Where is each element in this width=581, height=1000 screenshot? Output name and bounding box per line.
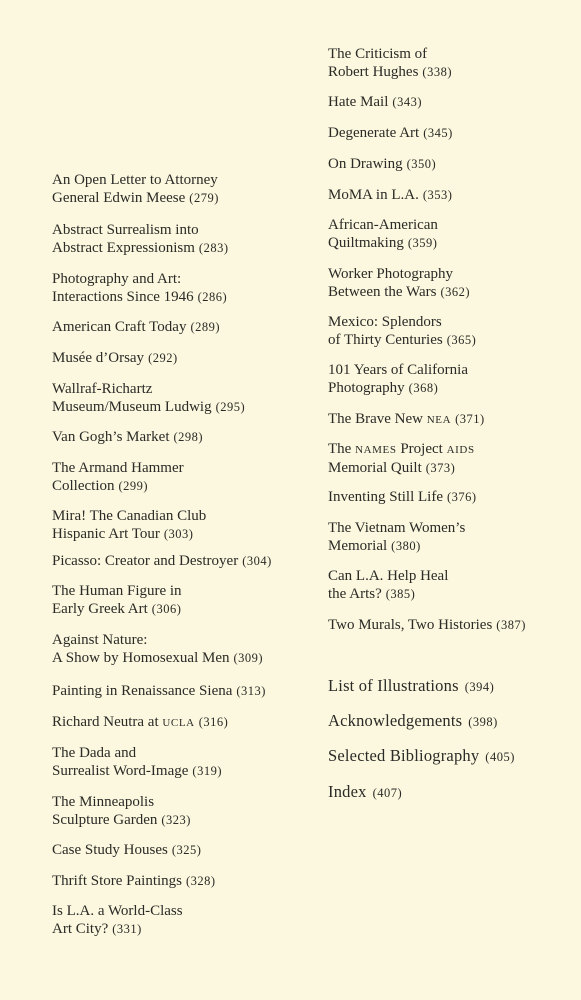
toc-entry-title-line: Between the Wars (362): [328, 283, 471, 300]
back-matter-title: Acknowledgements: [328, 711, 463, 730]
toc-entry: [52, 222, 228, 257]
toc-entry-title-line: Hispanic Art Tour (303): [52, 525, 194, 542]
toc-entry: [328, 568, 448, 603]
page-number: (353): [422, 188, 453, 202]
toc-entry: [52, 842, 201, 860]
toc-entry: [52, 429, 203, 447]
page-number: (325): [171, 843, 202, 857]
page-number: (371): [455, 412, 485, 426]
toc-entry-title-line: Degenerate Art (345): [328, 125, 453, 141]
toc-entry: [52, 553, 272, 571]
toc-entry-title-line: General Edwin Meese (279): [52, 189, 219, 206]
toc-entry-title-line: A Show by Homosexual Men (309): [52, 649, 264, 666]
toc-entry-title-line: Mira! The Canadian Club: [52, 508, 207, 524]
page-number: (295): [215, 399, 246, 414]
toc-entry: [52, 873, 216, 891]
toc-entry: [328, 266, 470, 301]
toc-entry: [52, 583, 182, 618]
toc-entry-title-line: Interactions Since 1946 (286): [52, 288, 228, 305]
toc-entry: [52, 714, 228, 733]
toc-entry-title-line: The Minneapolis: [52, 794, 155, 810]
toc-entry-title-line: Memorial (380): [328, 537, 421, 554]
toc-entry: [52, 271, 227, 306]
page-number: (394): [464, 680, 495, 694]
toc-entry-title-line: Inventing Still Life (376): [328, 489, 477, 505]
toc-entry: [52, 350, 178, 368]
toc-entry-title-line: Photography and Art:: [52, 271, 182, 287]
toc-entry: [328, 314, 476, 349]
toc-entry-title-line: Van Gogh’s Market (298): [52, 429, 204, 445]
page-number: (365): [446, 332, 477, 347]
page-number: (286): [197, 289, 228, 304]
page-number: (299): [118, 478, 149, 493]
page-number: (328): [186, 874, 216, 888]
page-number: (283): [198, 240, 229, 255]
toc-entry-title-line: Can L.A. Help Heal: [328, 568, 449, 584]
page-number: (319): [192, 763, 222, 778]
toc-entry: [328, 520, 465, 555]
toc-entry-title-line: Art City? (331): [52, 920, 142, 937]
toc-entry: [52, 683, 266, 701]
toc-entry-title-line: Photography (368): [328, 379, 439, 396]
toc-entry-title-line: Two Murals, Two Histories (387): [328, 617, 526, 633]
back-matter-title: Selected Bibliography: [328, 746, 480, 765]
page-number: (279): [189, 190, 219, 205]
page-number: (387): [496, 618, 526, 632]
toc-entry-title-line: Surrealist Word-Image (319): [52, 762, 222, 779]
toc-entry-title-line: of Thirty Centuries (365): [328, 331, 477, 348]
toc-entry-title-line: Early Greek Art (306): [52, 600, 182, 617]
toc-entry: [328, 441, 475, 477]
toc-entry-title-line: Case Study Houses (325): [52, 842, 202, 858]
page-number: (306): [151, 601, 182, 616]
page-number: (373): [425, 460, 456, 475]
toc-entry-title-line: Painting in Renaissance Siena (313): [52, 683, 266, 699]
toc-entry: [52, 460, 184, 495]
toc-entry-title-line: Sculpture Garden (323): [52, 811, 191, 828]
page-number: (303): [163, 526, 194, 541]
toc-entry-title-line: The Criticism of: [328, 46, 428, 62]
toc-entry-title-line: The Armand Hammer: [52, 460, 184, 476]
toc-entry: [328, 187, 452, 205]
page-number: (368): [408, 380, 439, 395]
toc-entry: [52, 794, 191, 829]
toc-entry: [328, 217, 438, 252]
toc-entry: [328, 411, 485, 430]
toc-entry-title-line: the Arts? (385): [328, 585, 416, 602]
page-number: (323): [161, 812, 191, 827]
toc-entry-title-line: The Brave New NEA (371): [328, 411, 485, 427]
toc-entry-title-line: Hate Mail (343): [328, 94, 422, 110]
page-number: (385): [385, 586, 416, 601]
toc-entry-title-line: Abstract Surrealism into: [52, 222, 199, 238]
toc-entry: [328, 46, 452, 81]
page-number: (304): [242, 554, 272, 568]
toc-entry: [328, 125, 453, 143]
toc-entry-title-line: Thrift Store Paintings (328): [52, 873, 216, 889]
toc-entry-title-line: On Drawing (350): [328, 156, 437, 172]
page-number: (362): [440, 284, 471, 299]
page-number: (313): [236, 684, 266, 698]
toc-entry-title-line: The Dada and: [52, 745, 137, 761]
back-matter-entry: [328, 746, 515, 766]
page-number: (309): [233, 650, 264, 665]
page-number: (380): [391, 538, 421, 553]
back-matter-entry: [328, 782, 402, 802]
page-number: (350): [406, 157, 437, 171]
page-number: (316): [198, 715, 229, 729]
toc-entry: [328, 94, 422, 112]
page-number: (407): [372, 786, 403, 800]
toc-entry-title-line: Wallraf-Richartz: [52, 381, 153, 397]
toc-entry-title-line: The NAMES Project AIDS: [328, 441, 475, 457]
toc-entry: [328, 617, 526, 635]
toc-entry-title-line: American Craft Today (289): [52, 319, 221, 335]
toc-entry: [52, 745, 222, 780]
toc-entry: [52, 319, 220, 337]
toc-entry-title-line: Worker Photography: [328, 266, 454, 282]
page-number: (292): [148, 351, 178, 365]
toc-entry-title-line: MoMA in L.A. (353): [328, 187, 453, 203]
page-number: (338): [422, 64, 452, 79]
toc-entry-title-line: Musée d’Orsay (292): [52, 350, 178, 366]
back-matter-entry: [328, 711, 498, 731]
toc-entry-title-line: Richard Neutra at UCLA (316): [52, 714, 229, 730]
page-number: (298): [173, 430, 204, 444]
toc-entry: [328, 362, 468, 397]
toc-entry: [328, 489, 477, 507]
page-number: (289): [190, 320, 221, 334]
toc-entry-title-line: Collection (299): [52, 477, 149, 494]
toc-entry-title-line: Museum/Museum Ludwig (295): [52, 398, 246, 415]
page-number: (405): [485, 750, 515, 764]
page-number: (376): [446, 490, 477, 504]
toc-entry-title-line: The Vietnam Women’s: [328, 520, 466, 536]
toc-entry: [328, 156, 436, 174]
toc-entry-title-line: Robert Hughes (338): [328, 63, 452, 80]
toc-entry-title-line: Is L.A. a World-Class: [52, 903, 183, 919]
page-number: (343): [392, 95, 422, 109]
toc-entry: [52, 508, 206, 543]
page-number: (398): [468, 715, 498, 729]
back-matter-title: Index: [328, 782, 367, 801]
toc-entry-title-line: An Open Letter to Attorney: [52, 172, 218, 188]
toc-entry-title-line: 101 Years of California: [328, 362, 468, 378]
toc-entry-title-line: Mexico: Splendors: [328, 314, 442, 330]
toc-entry-title-line: Picasso: Creator and Destroyer (304): [52, 553, 272, 569]
toc-entry-title-line: African-American: [328, 217, 438, 233]
page-number: (359): [407, 235, 438, 250]
toc-entry-title-line: The Human Figure in: [52, 583, 182, 599]
toc-entry-title-line: Quiltmaking (359): [328, 234, 438, 251]
toc-entry: [52, 172, 219, 207]
toc-entry: [52, 632, 263, 667]
toc-entry: [52, 381, 245, 416]
toc-entry-title-line: Memorial Quilt (373): [328, 459, 456, 476]
toc-entry-title-line: Abstract Expressionism (283): [52, 239, 229, 256]
page-number: (331): [112, 921, 142, 936]
back-matter-title: List of Illustrations: [328, 676, 459, 695]
toc-entry: [52, 903, 183, 938]
toc-entry-title-line: Against Nature:: [52, 632, 148, 648]
page-number: (345): [423, 126, 453, 140]
back-matter-entry: [328, 676, 494, 696]
